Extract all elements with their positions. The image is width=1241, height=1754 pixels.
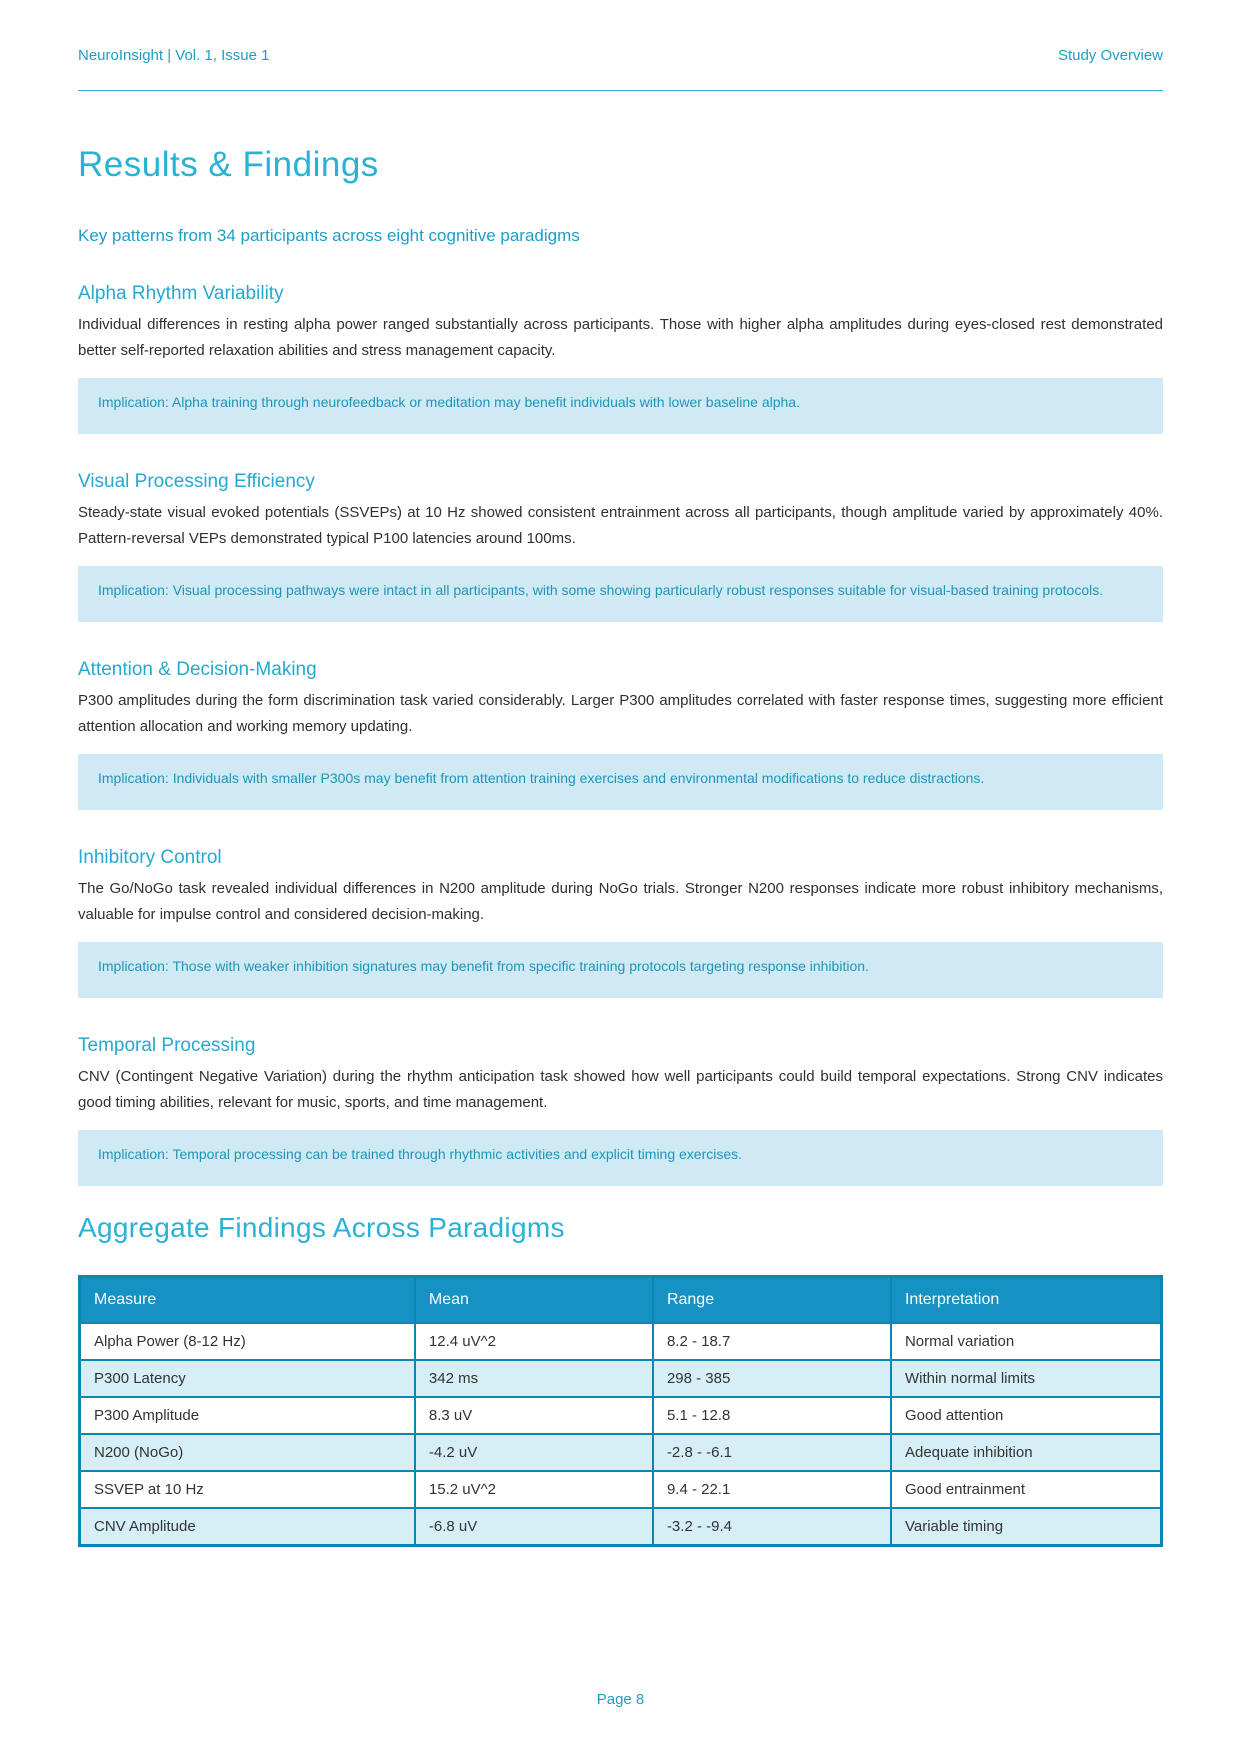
- table-row: [80, 1397, 1162, 1434]
- section-heading: Alpha Rhythm Variability: [78, 283, 284, 304]
- cell-interpretation: Within normal limits: [891, 1360, 1162, 1397]
- page-header: [78, 47, 1163, 64]
- implication-callout: Implication: Visual processing pathways were intact in all participants, with some showing particularly robust responses suitable for visual-based training protocols.: [78, 566, 1163, 622]
- table-row: [80, 1360, 1162, 1397]
- section-body: Individual differences in resting alpha power ranged substantially across participants. Those with higher alpha amplitudes during eyes-closed rest demonstrated better self-reported relaxation abilities and stress management capacity.: [78, 316, 1163, 359]
- cell-mean: 8.3 uV: [415, 1397, 653, 1434]
- table-row: [80, 1471, 1162, 1508]
- column-header-mean: Mean: [415, 1277, 653, 1324]
- page-number: Page 8: [596, 1691, 645, 1708]
- section-attention-decision: [78, 658, 1163, 810]
- table-row: [80, 1434, 1162, 1471]
- cell-range: -3.2 - -9.4: [653, 1508, 891, 1546]
- section-inhibitory-control: [78, 846, 1163, 998]
- cell-measure: P300 Latency: [80, 1360, 415, 1397]
- implication-callout: Implication: Individuals with smaller P300s may benefit from attention training exercises and environmental modifications to reduce distractions.: [78, 754, 1163, 810]
- implication-callout: Implication: Alpha training through neurofeedback or meditation may benefit individuals with lower baseline alpha.: [78, 378, 1163, 434]
- cell-mean: -4.2 uV: [415, 1434, 653, 1471]
- cell-interpretation: Good attention: [891, 1397, 1162, 1434]
- section-body: P300 amplitudes during the form discrimination task varied considerably. Larger P300 amplitudes correlated with faster response times, suggesting more efficient attention allocation and working memory updating.: [78, 692, 1163, 735]
- page-title: Results & Findings: [78, 145, 379, 184]
- column-header-interpretation: Interpretation: [891, 1277, 1162, 1324]
- page-subtitle: Key patterns from 34 participants across eight cognitive paradigms: [78, 226, 580, 245]
- cell-mean: 342 ms: [415, 1360, 653, 1397]
- cell-measure: Alpha Power (8-12 Hz): [80, 1323, 415, 1360]
- column-header-range: Range: [653, 1277, 891, 1324]
- cell-mean: 15.2 uV^2: [415, 1471, 653, 1508]
- cell-range: 298 - 385: [653, 1360, 891, 1397]
- table-body: [80, 1323, 1162, 1546]
- cell-interpretation: Good entrainment: [891, 1471, 1162, 1508]
- section-body: Steady-state visual evoked potentials (SSVEPs) at 10 Hz showed consistent entrainment across all participants, though amplitude varied by approximately 40%. Pattern-reversal VEPs demonstrated typical P100 latencies around 100ms.: [78, 504, 1163, 547]
- aggregate-findings-heading: Aggregate Findings Across Paradigms: [78, 1212, 565, 1243]
- aggregate-findings-table: [78, 1275, 1163, 1547]
- implication-callout: Implication: Those with weaker inhibition signatures may benefit from specific training protocols targeting response inhibition.: [78, 942, 1163, 998]
- cell-measure: SSVEP at 10 Hz: [80, 1471, 415, 1508]
- table-header-row: [80, 1277, 1162, 1324]
- cell-range: 8.2 - 18.7: [653, 1323, 891, 1360]
- cell-mean: 12.4 uV^2: [415, 1323, 653, 1360]
- table-row: [80, 1323, 1162, 1360]
- cell-interpretation: Adequate inhibition: [891, 1434, 1162, 1471]
- section-heading: Inhibitory Control: [78, 847, 222, 868]
- section-alpha-rhythm: [78, 282, 1163, 434]
- cell-interpretation: Normal variation: [891, 1323, 1162, 1360]
- section-overview-label: Study Overview: [1057, 47, 1163, 64]
- cell-mean: -6.8 uV: [415, 1508, 653, 1546]
- section-heading: Visual Processing Efficiency: [78, 471, 315, 492]
- section-body: The Go/NoGo task revealed individual differences in N200 amplitude during NoGo trials. Stronger N200 responses indicate more robust inhibitory mechanisms, valuable for impulse control and considered decision-making.: [78, 880, 1163, 923]
- cell-range: 5.1 - 12.8: [653, 1397, 891, 1434]
- cell-interpretation: Variable timing: [891, 1508, 1162, 1546]
- section-visual-processing: [78, 470, 1163, 622]
- cell-range: 9.4 - 22.1: [653, 1471, 891, 1508]
- table-row: [80, 1508, 1162, 1546]
- column-header-measure: Measure: [80, 1277, 415, 1324]
- section-temporal-processing: [78, 1034, 1163, 1186]
- section-heading: Temporal Processing: [78, 1035, 256, 1056]
- cell-measure: CNV Amplitude: [80, 1508, 415, 1546]
- document-page: [78, 0, 1163, 1547]
- section-heading: Attention & Decision-Making: [78, 659, 317, 680]
- cell-measure: N200 (NoGo): [80, 1434, 415, 1471]
- table-header: [80, 1277, 1162, 1324]
- header-divider: [78, 90, 1163, 91]
- journal-issue-label: NeuroInsight | Vol. 1, Issue 1: [78, 47, 270, 64]
- section-body: CNV (Contingent Negative Variation) during the rhythm anticipation task showed how well participants could build temporal expectations. Strong CNV indicates good timing abilities, relevant for music, sports, and time management.: [78, 1068, 1163, 1111]
- cell-measure: P300 Amplitude: [80, 1397, 415, 1434]
- implication-callout: Implication: Temporal processing can be trained through rhythmic activities and explicit timing exercises.: [78, 1130, 1163, 1186]
- cell-range: -2.8 - -6.1: [653, 1434, 891, 1471]
